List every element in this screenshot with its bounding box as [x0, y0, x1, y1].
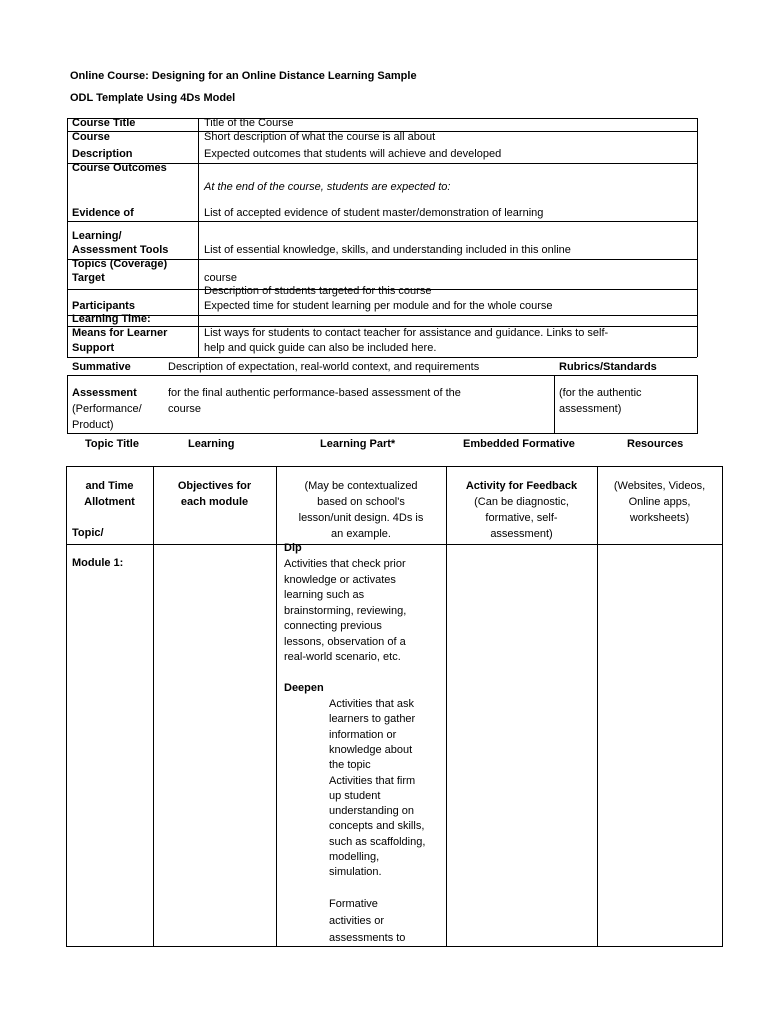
col3-line-4: an example.: [331, 528, 391, 540]
col4-line-4: assessment): [490, 528, 553, 540]
col2-line-objectives: Objectives for: [177, 480, 252, 492]
col3-line-2: based on school's: [317, 496, 405, 508]
col4-line-3: formative, self-: [485, 512, 558, 524]
col1-line-and-time: and Time: [85, 480, 134, 492]
dip-line: real-world scenario, etc.: [284, 651, 401, 663]
target-label: Target: [72, 272, 105, 284]
participants-value: Description of students targeted for this course: [204, 285, 432, 297]
dip-line: brainstorming, reviewing,: [284, 604, 407, 617]
support-label: Support: [72, 342, 115, 354]
dip-label: Dip: [284, 542, 302, 554]
course-label: Course: [72, 131, 110, 143]
deepen-line: understanding on: [329, 805, 415, 818]
learning-time-label: Learning Time:: [72, 313, 151, 325]
learning-part-header: Learning Part*: [320, 438, 396, 450]
summative-description: Description of expectation, real-world context, and requirements: [168, 361, 480, 373]
course-outcomes-label: Course Outcomes: [72, 162, 167, 174]
course-description-value: Short description of what the course is all about: [204, 131, 436, 143]
topics-coverage-label: Topics (Coverage): [72, 258, 168, 270]
dip-line: lessons, observation of a: [284, 635, 406, 648]
deepen-line: concepts and skills,: [329, 820, 425, 833]
outcomes-intro-text: At the end of the course, students are expected to:: [204, 181, 451, 193]
col4-line-1: Activity for Feedback: [465, 480, 578, 492]
course-title-label: Course Title: [72, 117, 136, 129]
deepen-line: such as scaffolding,: [329, 835, 426, 848]
deepen-line: knowledge about: [329, 743, 413, 756]
rubrics-text-line2: assessment): [559, 403, 622, 415]
topics-value: List of essential knowledge, skills, and understanding included in this online: [204, 244, 571, 256]
col2-line-each-module: each module: [180, 496, 249, 508]
deepen-line: the topic: [329, 759, 371, 772]
final-assessment-text-line2: course: [168, 403, 202, 415]
assessment-sub-product: Product): [72, 419, 114, 431]
document-title: Online Course: Designing for an Online Distance Learning Sample: [70, 70, 417, 82]
resources-header: Resources: [627, 438, 684, 450]
support-value-line2: help and quick guide can also be included here.: [204, 342, 437, 354]
col5-line-3: worksheets): [629, 512, 690, 524]
col3-line-3: lesson/unit design. 4Ds is: [298, 512, 424, 524]
dip-line: learning such as: [284, 589, 365, 601]
col5-line-1: (Websites, Videos,: [613, 480, 706, 492]
deepen-line: up student: [329, 789, 381, 802]
deepen-line: Activities that ask: [329, 698, 414, 710]
dip-line: connecting previous: [284, 620, 382, 632]
col3-line-1: (May be contextualized: [304, 480, 418, 492]
rubrics-standards-header: Rubrics/Standards: [559, 361, 657, 373]
col1-line-allotment: Allotment: [84, 496, 135, 508]
evidence-label: Evidence of: [72, 207, 134, 219]
document-subtitle: ODL Template Using 4Ds Model: [70, 92, 236, 104]
rubrics-text-line1: (for the authentic: [559, 387, 642, 399]
deepen-line: modelling,: [329, 851, 380, 863]
col5-line-2: Online apps,: [628, 496, 691, 508]
deepen-line: simulation.: [329, 866, 382, 879]
dip-line: Activities that check prior: [284, 558, 406, 570]
evidence-value: List of accepted evidence of student master/demonstration of learning: [204, 207, 544, 219]
description-label: Description: [72, 148, 133, 160]
final-assessment-text-line1: for the final authentic performance-based assessment of the: [168, 387, 461, 399]
assessment-tools-label: Assessment Tools: [72, 244, 169, 256]
col4-line-2: (Can be diagnostic,: [474, 496, 569, 508]
topic-title-header: Topic Title: [85, 438, 139, 450]
deepen-line: Activities that firm: [329, 774, 416, 787]
deepen-label: Deepen: [284, 682, 324, 694]
topics-value-continued: course: [204, 272, 238, 284]
col1-line-topic: Topic/: [72, 527, 104, 539]
formative-line: Formative: [329, 898, 378, 910]
assessment-sub-performance: (Performance/: [72, 403, 142, 415]
deepen-line: information or: [329, 728, 397, 741]
summative-label: Summative: [72, 361, 131, 373]
formative-line: assessments to: [329, 932, 406, 944]
learning-time-value: Expected time for student learning per module and for the whole course: [204, 300, 553, 312]
formative-line: activities or: [329, 915, 385, 927]
support-value-line1: List ways for students to contact teacher for assistance and guidance. Links to self-: [204, 327, 609, 339]
learning-label: Learning/: [72, 230, 122, 242]
module-1-label: Module 1:: [72, 557, 124, 569]
assessment-label: Assessment: [72, 387, 137, 399]
deepen-line: learners to gather: [329, 713, 416, 726]
participants-label: Participants: [72, 300, 135, 312]
embedded-formative-header: Embedded Formative: [463, 438, 575, 450]
course-outcomes-value: Expected outcomes that students will achieve and developed: [204, 148, 502, 160]
course-title-value: Title of the Course: [204, 117, 294, 129]
learning-header: Learning: [188, 438, 235, 450]
means-for-learner-label: Means for Learner: [72, 327, 168, 339]
dip-line: knowledge or activates: [284, 573, 396, 586]
